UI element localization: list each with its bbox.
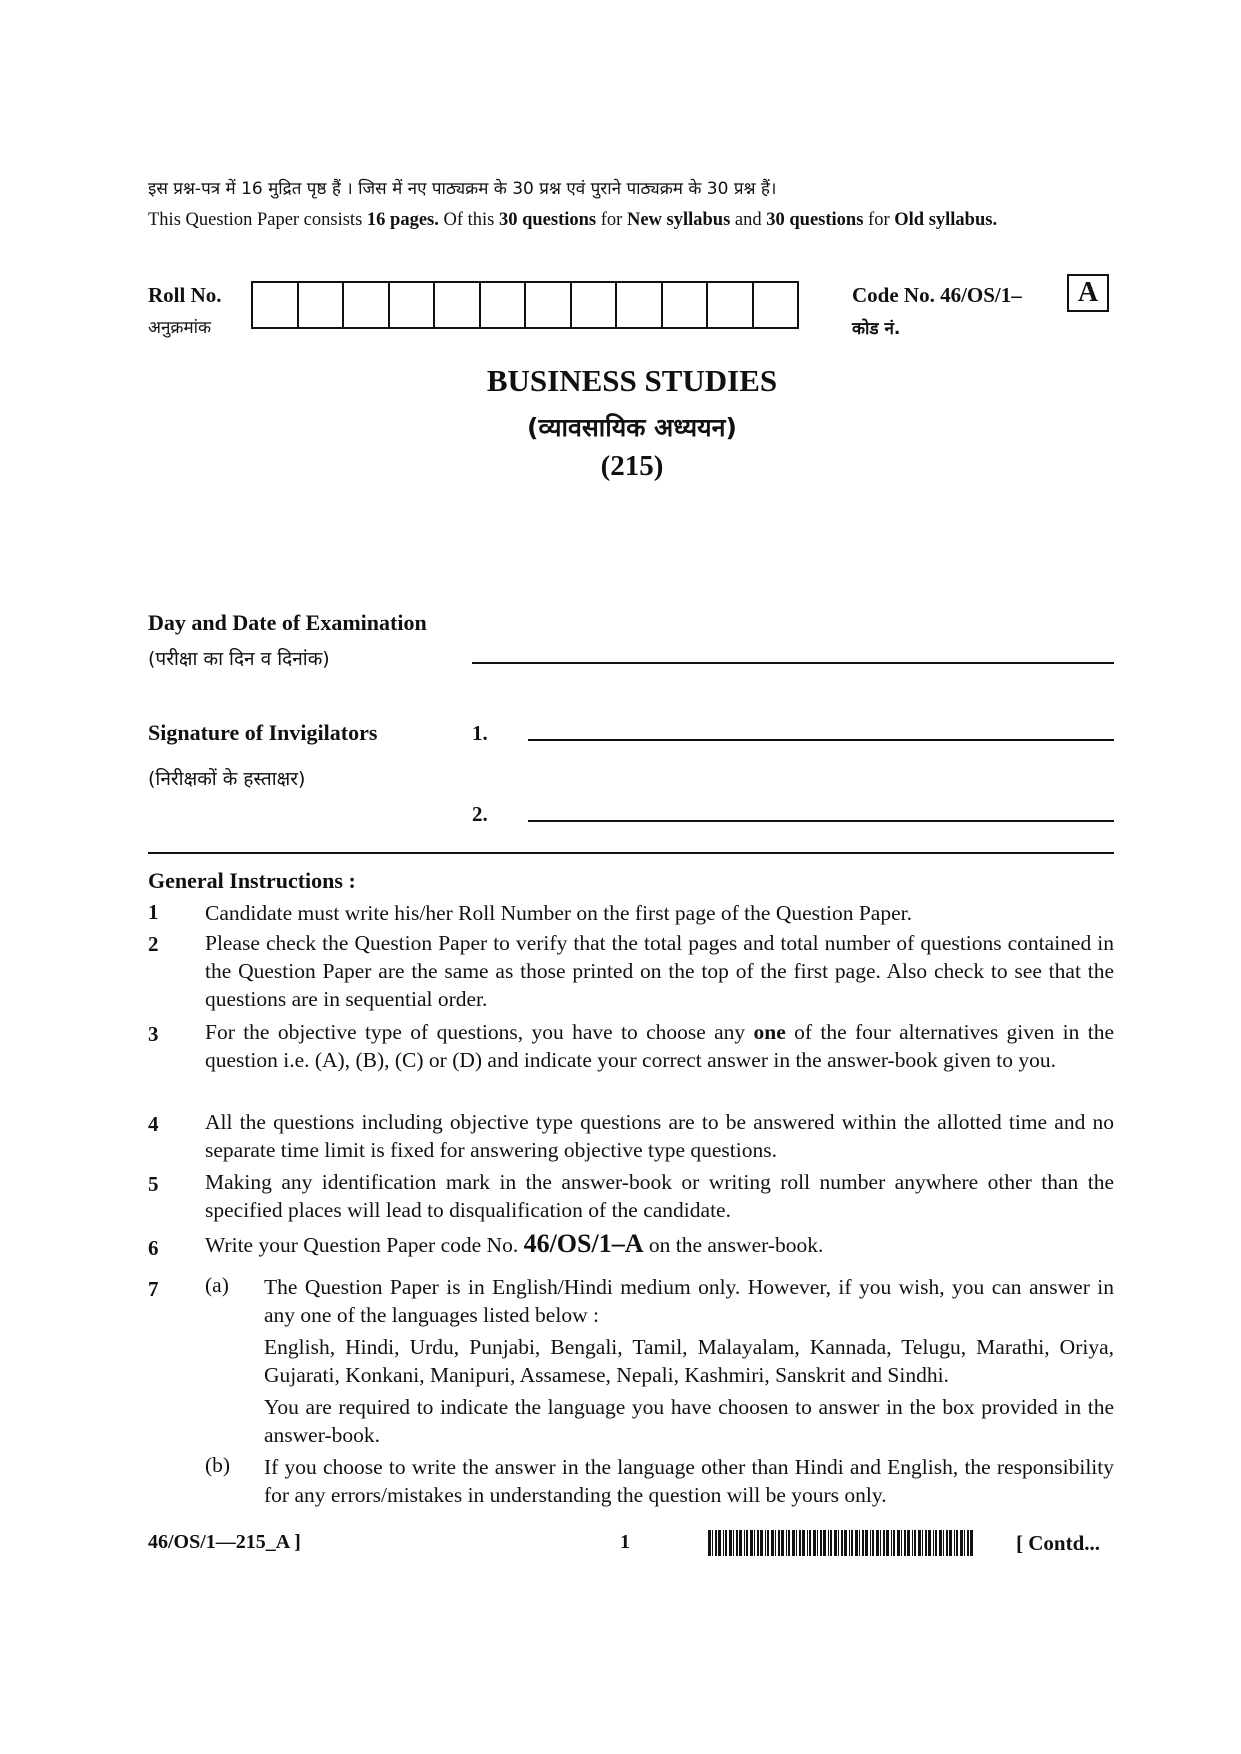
sub-instruction-letter: (b): [205, 1453, 231, 1477]
exam-date-hindi-label: (परीक्षा का दिन व दिनांक): [148, 648, 330, 670]
roll-digit-box[interactable]: [708, 283, 754, 327]
roll-digit-box[interactable]: [526, 283, 572, 327]
instruction-text: Candidate must write his/her Roll Number on the first page of the Question Paper.: [205, 901, 912, 925]
continued-marker: [ Contd...: [1016, 1531, 1101, 1555]
code-number-label: Code No. 46/OS/1–: [852, 283, 1022, 307]
roll-number-boxes[interactable]: [251, 281, 799, 329]
subject-code: (215): [600, 450, 664, 482]
sub-instruction-text: If you choose to write the answer in the language other than Hindi and English, the responsibility for any errors/mistakes in understanding the question will be yours only.: [264, 1455, 1114, 1507]
header-hindi-note: इस प्रश्न-पत्र में 16 मुद्रित पृष्ठ हैं । जिस में नए पाठ्यक्रम के 30 प्रश्न एवं पुराने पाठ्यक्रम के 30 प्रश्न हैं।: [148, 179, 777, 199]
instruction-text: All the questions including objective type questions are to be answered within the allotted time and no separate time limit is fixed for answering objective type questions.: [205, 1110, 1114, 1162]
code-number-hindi-label: कोड नं.: [852, 319, 901, 339]
invigilator-1-number: 1.: [472, 721, 488, 745]
invigilators-hindi-label: (निरीक्षकों के हस्ताक्षर): [148, 768, 306, 790]
roll-digit-box[interactable]: [253, 283, 299, 327]
roll-digit-box[interactable]: [754, 283, 798, 327]
general-instructions-title: General Instructions :: [148, 868, 356, 893]
instruction-text: Please check the Question Paper to verify that the total pages and total number of questions contained in the Question Paper are the same as those printed on the top of the first page. Also check to see that the questions are in sequential order.: [205, 931, 1114, 1011]
paper-title-hindi: (व्यावसायिक अध्ययन): [527, 413, 737, 442]
code-letter-box: A: [1067, 274, 1109, 312]
instruction-text: Write your Question Paper code No. 46/OS/1–A on the answer-book.: [205, 1229, 824, 1258]
sub-instruction-text: The Question Paper is in English/Hindi medium only. However, if you wish, you can answer in any one of the languages listed below :: [264, 1275, 1114, 1327]
roll-digit-box[interactable]: [344, 283, 390, 327]
roll-digit-box[interactable]: [663, 283, 709, 327]
instruction-number: 3: [148, 1022, 159, 1046]
instruction-text: Making any identification mark in the answer-book or writing roll number anywhere other than the specified places will lead to disqualification of the candidate.: [205, 1170, 1114, 1222]
roll-number-hindi-label: अनुक्रमांक: [148, 318, 212, 338]
roll-digit-box[interactable]: [390, 283, 436, 327]
invigilators-label: Signature of Invigilators: [148, 720, 378, 745]
barcode-icon: [708, 1530, 976, 1556]
header-english-note: This Question Paper consists 16 pages. Of this 30 questions for New syllabus and 30 questions for Old syllabus.: [148, 210, 998, 230]
invigilator-1-signature-line[interactable]: [528, 739, 1114, 741]
page-number: 1: [620, 1531, 630, 1553]
roll-digit-box[interactable]: [299, 283, 345, 327]
exam-date-label: Day and Date of Examination: [148, 610, 427, 635]
invigilator-2-number: 2.: [472, 802, 488, 826]
instruction-text: For the objective type of questions, you have to choose any one of the four alternatives given in the question i.e. (A), (B), (C) or (D) and indicate your correct answer in the answer-book given to you.: [205, 1020, 1114, 1072]
roll-number-label: Roll No.: [148, 283, 222, 307]
exam-date-line[interactable]: [472, 662, 1114, 664]
roll-digit-box[interactable]: [435, 283, 481, 327]
section-divider: [148, 852, 1114, 854]
roll-digit-box[interactable]: [481, 283, 527, 327]
instruction-number: 6: [148, 1236, 159, 1260]
roll-digit-box[interactable]: [617, 283, 663, 327]
roll-digit-box[interactable]: [572, 283, 618, 327]
sub-instruction-letter: (a): [205, 1273, 229, 1297]
sub-instruction-note: You are required to indicate the language you have choosen to answer in the box provided in the answer-book.: [264, 1395, 1114, 1447]
instruction-number: 7: [148, 1277, 159, 1301]
instruction-number: 5: [148, 1172, 159, 1196]
instruction-number: 1: [148, 900, 159, 924]
paper-title: BUSINESS STUDIES: [486, 363, 778, 398]
language-list: English, Hindi, Urdu, Punjabi, Bengali, Tamil, Malayalam, Kannada, Telugu, Marathi, Oriya, Gujarati, Konkani, Manipuri, Assamese, Nepali, Kashmiri, Sanskrit and Sindhi.: [264, 1335, 1114, 1387]
instruction-number: 4: [148, 1112, 159, 1136]
instruction-number: 2: [148, 932, 159, 956]
footer-paper-code: 46/OS/1—215_A ]: [148, 1531, 301, 1553]
invigilator-2-signature-line[interactable]: [528, 820, 1114, 822]
